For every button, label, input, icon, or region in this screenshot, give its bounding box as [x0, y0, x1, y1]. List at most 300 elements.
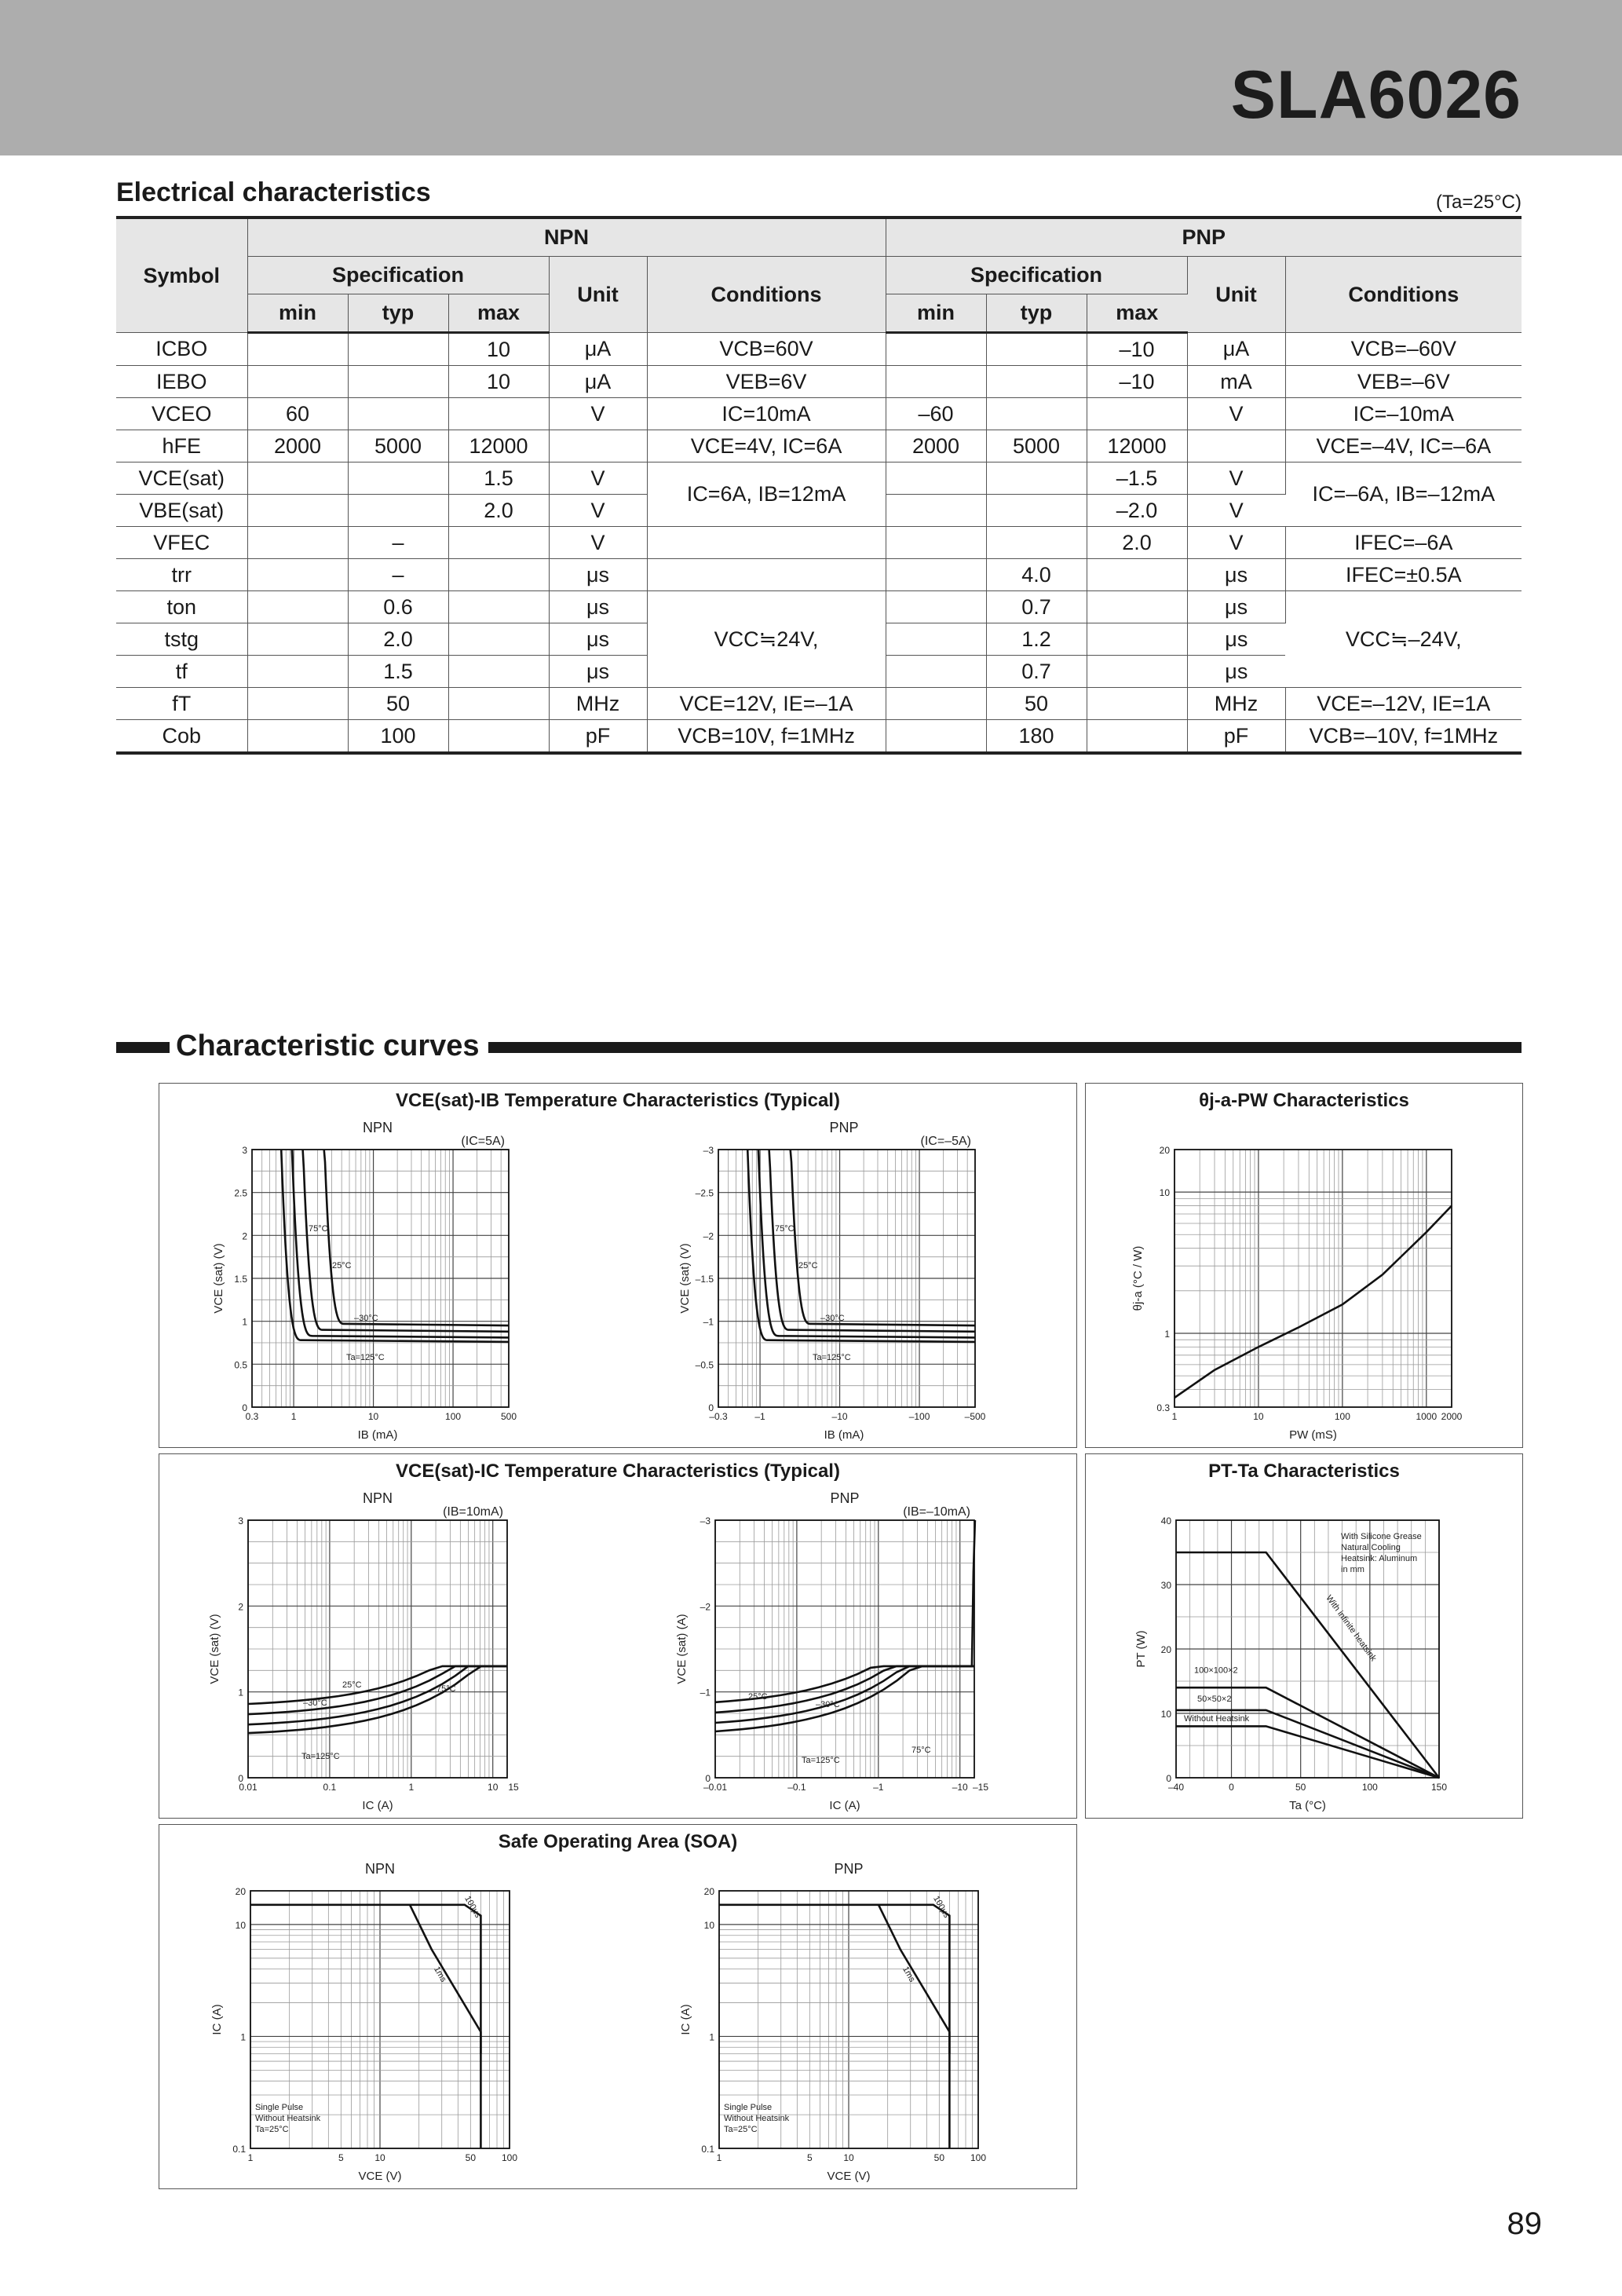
soa-note-line: Without Heatsink — [255, 2114, 321, 2124]
chart-condition: (IB=10mA) — [443, 1505, 503, 1519]
pnp-max-cell: –10 — [1087, 366, 1187, 398]
npn-max-cell: 2.0 — [448, 495, 549, 527]
npn-typ-cell: 1.5 — [348, 656, 448, 688]
pnp-typ-cell: 180 — [986, 720, 1087, 754]
npn-typ-cell — [348, 398, 448, 430]
x-tick-label: 50 — [465, 2152, 477, 2163]
curves-rule-right — [488, 1042, 1522, 1053]
pnp-unit-cell: μA — [1187, 333, 1285, 366]
y-axis-label: VCE (sat) (V) — [212, 1243, 225, 1314]
y-tick-label: –2 — [703, 1230, 714, 1242]
hdr-npn-max: max — [448, 294, 549, 333]
pnp-min-cell — [886, 720, 986, 754]
npn-cond-cell: IC=6A, IB=12mA — [647, 462, 886, 527]
npn-unit-cell: V — [549, 495, 647, 527]
npn-cond-cell: VCB=10V, f=1MHz — [647, 720, 886, 754]
x-axis-label: IB (mA) — [357, 1428, 398, 1442]
symbol-cell: tstg — [116, 623, 247, 656]
x-tick-label: 1 — [1171, 1411, 1178, 1422]
temperature-curve — [769, 1150, 975, 1332]
npn-typ-cell — [348, 366, 448, 398]
npn-unit-cell — [549, 430, 647, 462]
y-tick-label: 2 — [238, 1601, 243, 1613]
pnp-max-cell — [1087, 656, 1187, 688]
y-tick-label: 20 — [1159, 1145, 1170, 1156]
pnp-max-cell — [1087, 559, 1187, 591]
x-tick-label: 2000 — [1441, 1411, 1463, 1422]
npn-typ-cell: 5000 — [348, 430, 448, 462]
npn-min-cell — [247, 591, 348, 623]
x-tick-label: 10 — [1253, 1411, 1264, 1422]
pnp-max-cell: –10 — [1087, 333, 1187, 366]
symbol-cell: hFE — [116, 430, 247, 462]
x-tick-label: 15 — [508, 1782, 519, 1793]
pnp-unit-cell: pF — [1187, 720, 1285, 754]
npn-unit-cell: μs — [549, 559, 647, 591]
symbol-cell: VFEC — [116, 527, 247, 559]
temperature-label: –30°C — [354, 1314, 378, 1323]
hdr-npn-typ: typ — [348, 294, 448, 333]
hdr-pnp-unit: Unit — [1187, 257, 1285, 333]
npn-unit-cell: μs — [549, 623, 647, 656]
x-tick-label: –1 — [873, 1782, 884, 1793]
table-row — [116, 333, 1522, 366]
curve-label: With infinite heatsink — [1324, 1593, 1379, 1663]
pnp-cond-cell: VCB=–10V, f=1MHz — [1285, 720, 1522, 754]
pnp-typ-cell: 0.7 — [986, 591, 1087, 623]
y-tick-label: 0 — [708, 1402, 714, 1413]
temperature-curve — [791, 1150, 975, 1325]
x-tick-label: 1 — [247, 2152, 254, 2163]
vce-ib-charts — [159, 1084, 1078, 1449]
x-tick-label: –10 — [952, 1782, 968, 1793]
npn-max-cell — [448, 656, 549, 688]
x-tick-label: 0.3 — [245, 1411, 259, 1422]
npn-cond-cell — [647, 559, 886, 591]
y-tick-label: –3 — [703, 1145, 714, 1156]
panel-pt-ta — [1085, 1453, 1523, 1819]
npn-min-cell — [247, 559, 348, 591]
symbol-cell: trr — [116, 559, 247, 591]
temperature-label: Ta=125°C — [301, 1752, 340, 1761]
pnp-max-cell — [1087, 623, 1187, 656]
y-tick-label: 1 — [238, 1687, 243, 1698]
y-tick-label: 20 — [1160, 1644, 1171, 1655]
x-axis-label: IB (mA) — [824, 1428, 864, 1442]
panel-pt-ta-title: PT-Ta Characteristics — [1208, 1461, 1400, 1482]
electrical-title: Electrical characteristics — [116, 177, 431, 207]
hdr-pnp-min: min — [886, 294, 986, 333]
x-tick-label: 1 — [716, 2152, 722, 2163]
pt-curve — [1176, 1726, 1439, 1778]
symbol-cell: fT — [116, 688, 247, 720]
vce-ic-charts — [159, 1454, 1078, 1819]
temperature-curve — [303, 1150, 509, 1332]
temperature-curve — [281, 1150, 509, 1342]
x-tick-label: 10 — [488, 1782, 499, 1793]
table-row — [116, 527, 1522, 559]
temperature-label: Ta=125°C — [813, 1353, 851, 1362]
y-tick-label: 20 — [235, 1886, 246, 1897]
y-axis-label: VCE (sat) (V) — [208, 1614, 221, 1684]
pnp-max-cell — [1087, 720, 1187, 754]
panel-vce-ic-title: VCE(sat)-IC Temperature Characteristics (Typical) — [396, 1461, 840, 1482]
npn-unit-cell: MHz — [549, 688, 647, 720]
x-tick-label: 100 — [1334, 1411, 1350, 1422]
y-tick-label: 1 — [709, 2031, 714, 2043]
x-axis-label: PW (mS) — [1289, 1428, 1337, 1442]
npn-typ-cell — [348, 333, 448, 366]
npn-min-cell — [247, 656, 348, 688]
table-row — [116, 559, 1522, 591]
chart-series-label: PNP — [834, 1861, 864, 1877]
npn-unit-cell: V — [549, 527, 647, 559]
npn-min-cell — [247, 366, 348, 398]
y-tick-label: 0.1 — [701, 2144, 714, 2155]
x-tick-label: 10 — [374, 2152, 385, 2163]
x-tick-label: 5 — [806, 2152, 813, 2163]
symbol-cell: VCE(sat) — [116, 462, 247, 495]
npn-unit-cell: μs — [549, 656, 647, 688]
y-tick-label: 0 — [242, 1402, 247, 1413]
pnp-unit-cell: V — [1187, 527, 1285, 559]
panel-vce-ic — [159, 1453, 1077, 1819]
curve-label: Without Heatsink — [1184, 1713, 1250, 1724]
pnp-min-cell — [886, 688, 986, 720]
y-tick-label: –1 — [703, 1316, 714, 1328]
table-row — [116, 462, 1522, 495]
npn-typ-cell — [348, 495, 448, 527]
curves-title: Characteristic curves — [176, 1029, 480, 1062]
temperature-curve — [747, 1150, 975, 1342]
pnp-min-cell — [886, 366, 986, 398]
pnp-unit-cell: μs — [1187, 591, 1285, 623]
x-tick-label: 500 — [500, 1411, 517, 1422]
npn-min-cell — [247, 333, 348, 366]
temperature-label: 25°C — [748, 1692, 768, 1702]
x-tick-label: –100 — [908, 1411, 930, 1422]
x-tick-label: –500 — [964, 1411, 986, 1422]
y-tick-label: 0 — [705, 1773, 711, 1784]
pnp-typ-cell — [986, 366, 1087, 398]
npn-max-cell — [448, 688, 549, 720]
y-tick-label: –1.5 — [695, 1274, 714, 1285]
npn-max-cell — [448, 559, 549, 591]
y-tick-label: 1.5 — [234, 1274, 247, 1285]
y-tick-label: 10 — [1160, 1709, 1171, 1720]
pnp-unit-cell: μs — [1187, 559, 1285, 591]
pnp-typ-cell: 4.0 — [986, 559, 1087, 591]
symbol-cell: ton — [116, 591, 247, 623]
npn-typ-cell: – — [348, 559, 448, 591]
y-axis-label: IC (A) — [679, 2004, 692, 2035]
pnp-max-cell — [1087, 688, 1187, 720]
y-axis-label: VCE (sat) (A) — [675, 1614, 689, 1684]
pnp-max-cell: 12000 — [1087, 430, 1187, 462]
pnp-cond-cell: VCE=–4V, IC=–6A — [1285, 430, 1522, 462]
pnp-typ-cell — [986, 462, 1087, 495]
npn-min-cell: 2000 — [247, 430, 348, 462]
y-tick-label: –2 — [700, 1601, 711, 1613]
pt-ta-chart — [1086, 1454, 1524, 1819]
temperature-label: 25°C — [798, 1261, 818, 1270]
pnp-unit-cell — [1187, 430, 1285, 462]
pt-note-line: Natural Cooling — [1341, 1543, 1401, 1552]
pnp-typ-cell — [986, 495, 1087, 527]
x-tick-label: 10 — [843, 2152, 854, 2163]
x-tick-label: 100 — [445, 1411, 462, 1422]
pnp-min-cell — [886, 559, 986, 591]
panel-soa — [159, 1824, 1077, 2189]
symbol-cell: VCEO — [116, 398, 247, 430]
y-tick-label: 10 — [703, 1919, 714, 1931]
pnp-max-cell — [1087, 398, 1187, 430]
pnp-cond-cell: VCB=–60V — [1285, 333, 1522, 366]
pnp-typ-cell: 5000 — [986, 430, 1087, 462]
npn-cond-cell: VCB=60V — [647, 333, 886, 366]
panel-theta-title: θj-a-PW Characteristics — [1199, 1090, 1409, 1111]
table-row — [116, 688, 1522, 720]
pt-note-line: in mm — [1341, 1565, 1364, 1574]
y-tick-label: 30 — [1160, 1580, 1171, 1591]
curves-rule-left — [116, 1042, 170, 1053]
npn-unit-cell: μA — [549, 366, 647, 398]
pnp-max-cell: –1.5 — [1087, 462, 1187, 495]
npn-max-cell: 10 — [448, 333, 549, 366]
soa-note-line: Ta=25°C — [255, 2125, 289, 2135]
table-row — [116, 430, 1522, 462]
npn-typ-cell: – — [348, 527, 448, 559]
pnp-unit-cell: μs — [1187, 623, 1285, 656]
npn-max-cell: 10 — [448, 366, 549, 398]
pulse-label: 1ms — [900, 1965, 917, 1984]
pt-note-line: With Silicone Grease — [1341, 1532, 1422, 1541]
panel-theta — [1085, 1083, 1523, 1448]
pnp-typ-cell — [986, 333, 1087, 366]
temperature-label: 25°C — [332, 1261, 352, 1270]
pnp-unit-cell: V — [1187, 495, 1285, 527]
npn-max-cell: 1.5 — [448, 462, 549, 495]
x-tick-label: 0.01 — [239, 1782, 258, 1793]
hdr-npn-min: min — [247, 294, 348, 333]
electrical-table — [116, 216, 1522, 755]
y-tick-label: 1 — [1164, 1328, 1170, 1340]
npn-max-cell — [448, 398, 549, 430]
temperature-label: 75°C — [437, 1684, 456, 1694]
npn-typ-cell — [348, 462, 448, 495]
pulse-label: 100μs — [931, 1894, 952, 1920]
chart-condition: (IB=–10mA) — [903, 1505, 970, 1519]
x-tick-label: 50 — [933, 2152, 945, 2163]
npn-max-cell — [448, 623, 549, 656]
temperature-label: –30°C — [820, 1314, 845, 1323]
temperature-label: 75°C — [309, 1224, 328, 1234]
npn-max-cell — [448, 527, 549, 559]
pulse-label: 100μs — [462, 1894, 483, 1920]
x-tick-label: 1 — [290, 1411, 297, 1422]
symbol-cell: VBE(sat) — [116, 495, 247, 527]
temperature-curve — [324, 1150, 509, 1325]
x-tick-label: 5 — [338, 2152, 344, 2163]
pnp-min-cell: –60 — [886, 398, 986, 430]
y-tick-label: 0 — [238, 1773, 243, 1784]
npn-cond-cell — [647, 527, 886, 559]
chart-series-label: NPN — [364, 1861, 396, 1877]
npn-min-cell — [247, 495, 348, 527]
y-tick-label: 1 — [242, 1316, 247, 1328]
pnp-typ-cell: 0.7 — [986, 656, 1087, 688]
y-tick-label: 0 — [1166, 1773, 1171, 1784]
panel-vce-ib — [159, 1083, 1077, 1448]
x-tick-label: 1 — [408, 1782, 415, 1793]
hdr-pnp-typ: typ — [986, 294, 1087, 333]
npn-unit-cell: μA — [549, 333, 647, 366]
y-tick-label: –1 — [700, 1687, 711, 1698]
npn-typ-cell: 0.6 — [348, 591, 448, 623]
npn-cond-cell: VCC≒24V, — [647, 591, 886, 688]
pnp-cond-cell: VCE=–12V, IE=1A — [1285, 688, 1522, 720]
npn-unit-cell: V — [549, 462, 647, 495]
pnp-unit-cell: MHz — [1187, 688, 1285, 720]
pnp-cond-cell: IC=–10mA — [1285, 398, 1522, 430]
ta-note: (Ta=25°C) — [1436, 192, 1522, 213]
npn-unit-cell: pF — [549, 720, 647, 754]
pnp-cond-cell: IFEC=–6A — [1285, 527, 1522, 559]
x-tick-label: –15 — [972, 1782, 989, 1793]
y-axis-label: VCE (sat) (V) — [678, 1243, 692, 1314]
npn-min-cell — [247, 462, 348, 495]
temperature-label: Ta=125°C — [346, 1353, 385, 1362]
npn-min-cell — [247, 720, 348, 754]
hdr-npn-unit: Unit — [549, 257, 647, 333]
pnp-typ-cell — [986, 527, 1087, 559]
soa-note-line: Without Heatsink — [724, 2114, 790, 2124]
symbol-cell: ICBO — [116, 333, 247, 366]
y-axis-label: IC (A) — [210, 2004, 224, 2035]
curve-label: 50×50×2 — [1197, 1695, 1232, 1705]
hdr-pnp-max: max — [1087, 294, 1187, 333]
pnp-min-cell — [886, 462, 986, 495]
hdr-symbol: Symbol — [116, 218, 247, 333]
pnp-max-cell — [1087, 591, 1187, 623]
hdr-pnp: PNP — [886, 218, 1522, 257]
y-tick-label: 40 — [1160, 1515, 1171, 1526]
soa-note-line: Ta=25°C — [724, 2125, 758, 2135]
pnp-unit-cell: V — [1187, 462, 1285, 495]
y-tick-label: 0.3 — [1156, 1402, 1170, 1413]
x-axis-label: IC (A) — [829, 1799, 860, 1812]
symbol-cell: tf — [116, 656, 247, 688]
page-number: 89 — [1507, 2206, 1542, 2241]
pnp-cond-cell: VEB=–6V — [1285, 366, 1522, 398]
temperature-label: 75°C — [775, 1224, 795, 1234]
x-tick-label: 150 — [1430, 1782, 1448, 1793]
npn-min-cell — [247, 623, 348, 656]
soa-note-line: Single Pulse — [724, 2103, 773, 2113]
x-tick-label: 0 — [1229, 1782, 1234, 1793]
x-tick-label: 10 — [367, 1411, 379, 1422]
temperature-label: 25°C — [342, 1680, 362, 1690]
chart-series-label: PNP — [829, 1120, 859, 1135]
hdr-npn: NPN — [247, 218, 886, 257]
pt-note-line: Heatsink: Aluminum — [1341, 1554, 1418, 1563]
chart-condition: (IC=5A) — [461, 1135, 505, 1148]
chart-condition: (IC=–5A) — [920, 1135, 971, 1148]
pnp-min-cell — [886, 495, 986, 527]
table-row — [116, 720, 1522, 754]
pnp-max-cell: 2.0 — [1087, 527, 1187, 559]
y-tick-label: 10 — [235, 1919, 246, 1931]
pnp-min-cell: 2000 — [886, 430, 986, 462]
hdr-pnp-spec: Specification — [886, 257, 1187, 294]
x-tick-label: 0.1 — [323, 1782, 337, 1793]
npn-unit-cell: μs — [549, 591, 647, 623]
y-tick-label: 10 — [1159, 1187, 1170, 1199]
soa-charts — [159, 1825, 1078, 2190]
pnp-cond-cell: VCC≒–24V, — [1285, 591, 1522, 688]
pnp-max-cell: –2.0 — [1087, 495, 1187, 527]
pnp-cond-cell: IC=–6A, IB=–12mA — [1285, 462, 1522, 527]
curve-label: 100×100×2 — [1194, 1665, 1238, 1676]
y-tick-label: 2.5 — [234, 1187, 247, 1199]
pnp-unit-cell: μs — [1187, 656, 1285, 688]
npn-max-cell — [448, 720, 549, 754]
symbol-cell: Cob — [116, 720, 247, 754]
pnp-min-cell — [886, 656, 986, 688]
hdr-pnp-cond: Conditions — [1285, 257, 1522, 333]
panel-soa-title: Safe Operating Area (SOA) — [498, 1831, 738, 1852]
npn-min-cell: 60 — [247, 398, 348, 430]
pnp-unit-cell: mA — [1187, 366, 1285, 398]
npn-cond-cell: VCE=12V, IE=–1A — [647, 688, 886, 720]
x-axis-label: VCE (V) — [827, 2170, 871, 2183]
npn-max-cell: 12000 — [448, 430, 549, 462]
x-tick-label: –40 — [1167, 1782, 1185, 1793]
npn-cond-cell: VEB=6V — [647, 366, 886, 398]
y-tick-label: 2 — [242, 1230, 247, 1242]
temperature-label: –30°C — [303, 1698, 327, 1708]
table-row — [116, 591, 1522, 623]
x-tick-label: –1 — [754, 1411, 765, 1422]
chart-series-label: NPN — [362, 1120, 393, 1135]
table-row — [116, 398, 1522, 430]
x-tick-label: –0.01 — [703, 1782, 728, 1793]
y-tick-label: 1 — [240, 2031, 246, 2043]
y-axis-label: θj-a (°C / W) — [1131, 1245, 1145, 1311]
pnp-min-cell — [886, 591, 986, 623]
pulse-label: 1ms — [431, 1965, 448, 1984]
y-tick-label: –2.5 — [695, 1187, 714, 1199]
x-tick-label: –0.3 — [709, 1411, 728, 1422]
pnp-unit-cell: V — [1187, 398, 1285, 430]
npn-typ-cell: 2.0 — [348, 623, 448, 656]
pnp-typ-cell: 1.2 — [986, 623, 1087, 656]
pnp-typ-cell — [986, 398, 1087, 430]
temperature-label: Ta=125°C — [802, 1756, 840, 1765]
y-tick-label: 20 — [703, 1886, 714, 1897]
npn-max-cell — [448, 591, 549, 623]
pnp-min-cell — [886, 527, 986, 559]
y-tick-label: –0.5 — [695, 1359, 714, 1371]
y-tick-label: 0.1 — [232, 2144, 246, 2155]
x-tick-label: 1000 — [1416, 1411, 1438, 1422]
theta-chart — [1086, 1084, 1524, 1449]
x-tick-label: 100 — [1361, 1782, 1378, 1793]
y-axis-label: PT (W) — [1134, 1630, 1148, 1668]
npn-unit-cell: V — [549, 398, 647, 430]
table-row — [116, 366, 1522, 398]
pnp-typ-cell: 50 — [986, 688, 1087, 720]
